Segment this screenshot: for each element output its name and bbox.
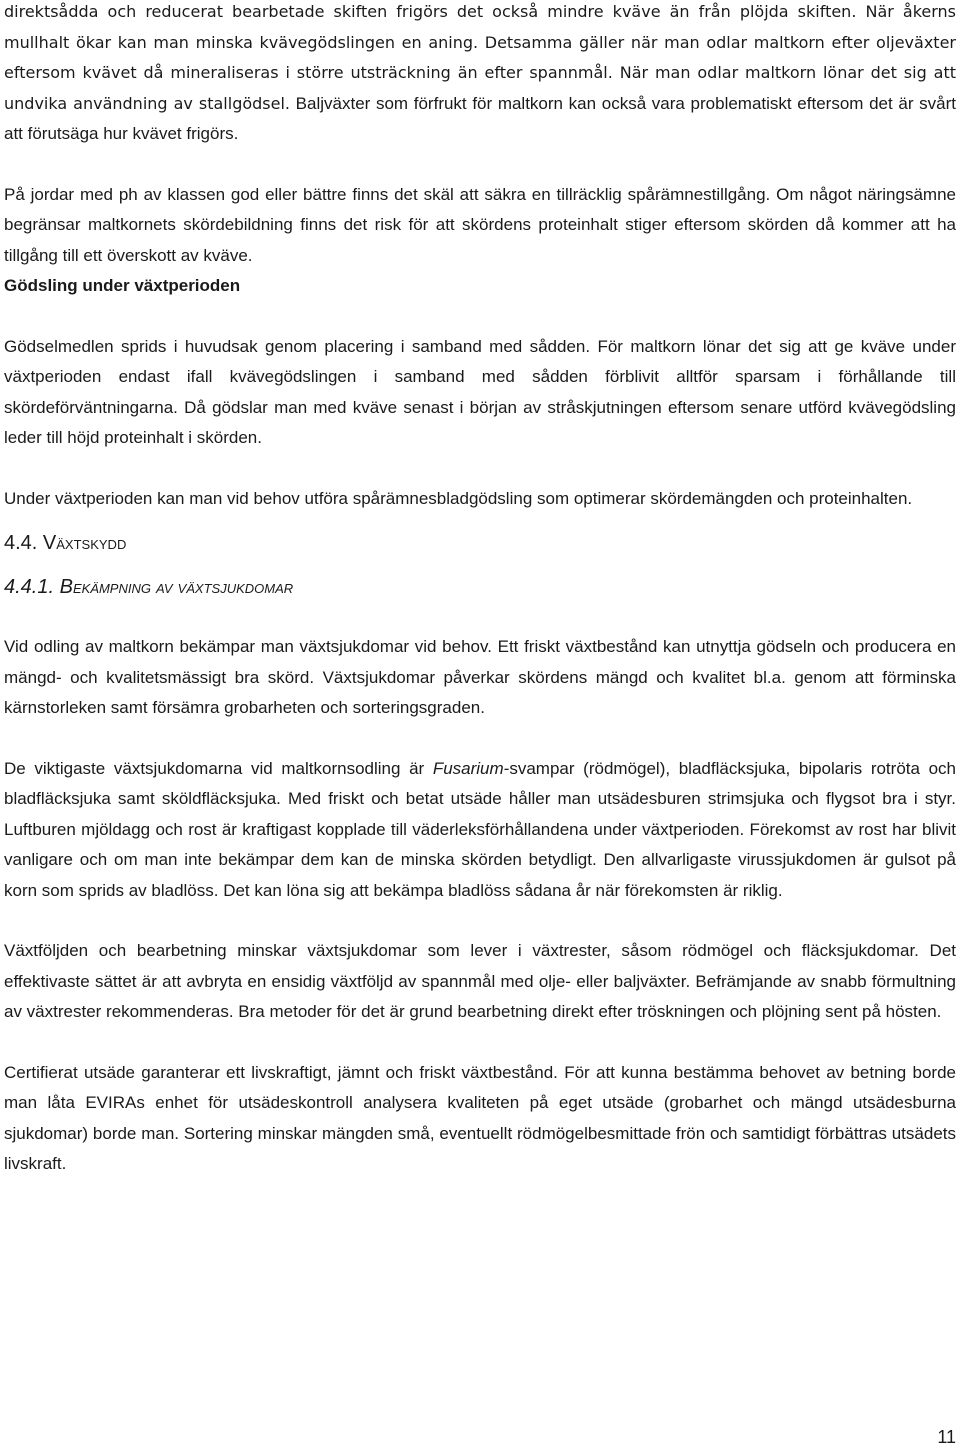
page-number: 11 — [937, 1427, 956, 1447]
paragraph-certified-seed: Certifierat utsäde garanterar ett livskraftigt, jämnt och friskt växtbestånd. För att kunna bestämma behovet av betning borde man låta EVIRAs enhet för utsädeskontroll analysera kvaliteten på eget utsäde (grobarhet och mängd utsädesburna sjukdomar) borde man. Sortering minskar mängden små, eventuellt rödmögelbesmittade frön och samtidigt förbättras utsädets livskraft. — [4, 1062, 956, 1173]
subsection-title-rest: ekämpning av växtsjukdomar — [72, 577, 294, 597]
subsection-title-initial: B — [59, 576, 73, 598]
section-number: 4.4. — [4, 532, 38, 554]
main-diseases-text-start: De viktigaste växtsjukdomarna vid maltkornsodling är — [4, 758, 433, 778]
fusarium-term: Fusarium — [432, 758, 504, 778]
paragraph-crop-rotation: Växtföljden och bearbetning minskar växtsjukdomar som lever i växtrester, såsom rödmögel och fläcksjukdomar. Det effektivaste sättet är att avbryta en ensidig växtföljd av spannmål med olje- eller baljväxter. Befrämjande av snabb förmultning av växtrester rekommenderas. Bra metoder för det är grund bearbetning direkt efter tröskningen och plöjning sent på hösten. — [4, 941, 956, 1021]
paragraph-fertilizer-placement: Gödselmedlen sprids i huvudsak genom placering i samband med sådden. För maltkorn lönar det sig att ge kväve under växtperioden endast ifall kvävegödslingen i samband med sådden förblivit alltför sparsam i förhållande till skördeförväntningarna. Då gödslar man med kväve senast i början av stråskjutningen eftersom senare utförd kvävegödsling leder till höjd proteinhalt i skörden. — [4, 336, 956, 447]
subsection-number: 4.4.1. — [4, 576, 55, 598]
section-title-rest: äxtskydd — [56, 533, 127, 553]
document-page — [4, 0, 956, 1180]
section-heading-4-4-1 — [4, 572, 956, 602]
section-title-initial: V — [42, 532, 57, 554]
paragraph-foliar-fertilization: Under växtperioden kan man vid behov utföra spårämnesbladgödsling som optimerar skördemängden och proteinhalten. — [4, 488, 913, 508]
heading-fertilization-growth-period: Gödsling under växtperioden — [4, 276, 241, 295]
main-diseases-text-rest: -svampar (rödmögel), bladfläcksjuka, bipolaris rotröta och bladfläcksjuka samt sköldfläcksjuka. Med friskt och betat utsäde håller man utsädesburen strimsjuka och flygsot bra i styr. Luftburen mjöldagg och rost är kraftigast kopplade till väderleksförhållandena under växtperioden. Förekomst av rost har blivit vanligare och om man inte bekämpar dem kan de minska skörden betydligt. Den allvarligaste virussjukdomen är gulsot på korn som sprids av bladlöss. Det kan löna sig att bekämpa bladlöss sådana år när förekomsten är riklig. — [4, 758, 956, 900]
paragraph-main-diseases — [4, 754, 956, 907]
paragraph-nitrogen-part2: Baljväxter som förfrukt för maltkorn kan också vara problematiskt eftersom det är svårt att förutsäga hur kvävet frigörs. — [4, 93, 957, 143]
paragraph-nitrogen-part1: direktsådda och reducerat bearbetade skiften frigörs det också mindre kväve än från plöjda skiften. När åkerns mullhalt ökar kan man minska kvävegödslingen en aning. Detsamma gäller när man odlar maltkorn efter oljeväxter eftersom kvävet då mineraliseras i större utsträckning än efter spannmål. När man odlar maltkorn lönar det sig att undvika användning av stallgödsel. — [4, 2, 956, 113]
paragraph-nitrogen — [4, 0, 956, 150]
paragraph-disease-control: Vid odling av maltkorn bekämpar man växtsjukdomar vid behov. Ett friskt växtbestånd kan utnyttja gödseln och producera en mängd- och kvalitetsmässigt bra skörd. Växtsjukdomar påverkar skördens mängd och kvalitet bl.a. genom att förminska kärnstorleken samt försämra grobarheten och sorteringsgraden. — [4, 637, 956, 717]
paragraph-trace-elements: På jordar med ph av klassen god eller bättre finns det skäl att säkra en tillräcklig spårämnestillgång. Om något näringsämne begränsar maltkornets skördebildning finns det risk för att skördens proteinhalt stiger eftersom skörden då kommer att ha tillgång till ett överskott av kväve. — [4, 184, 956, 265]
section-heading-4-4 — [4, 528, 956, 558]
